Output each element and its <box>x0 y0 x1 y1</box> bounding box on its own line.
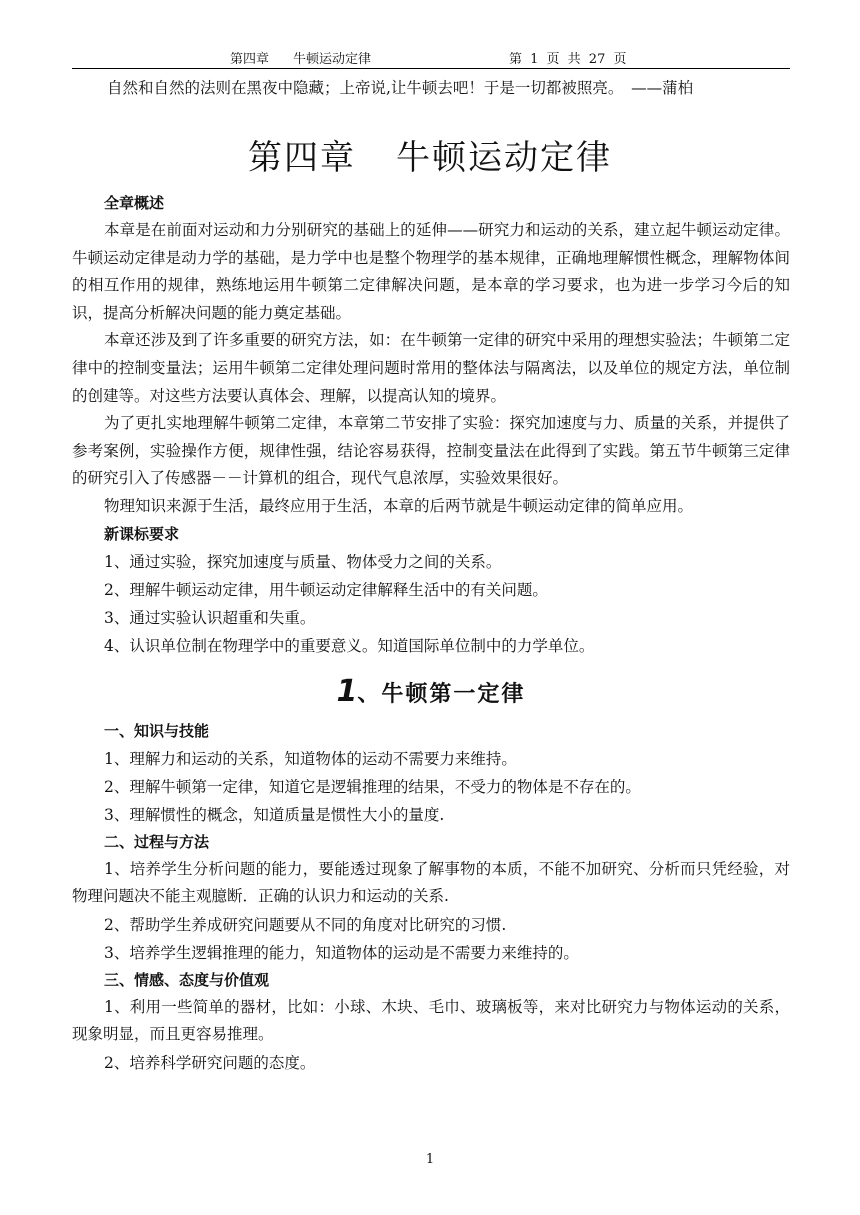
chapter-number: 第四章 <box>248 138 356 178</box>
values-item: 1、利用一些简单的器材，比如：小球、木块、毛巾、玻璃板等，来对比研究力与物体运动的关系，现象明显，而且更容易推理。 <box>72 997 790 1044</box>
standards-item: 4、认识单位制在物理学中的重要意义。知道国际单位制中的力学单位。 <box>104 636 595 655</box>
standards-item: 1、通过实验，探究加速度与质量、物体受力之间的关系。 <box>104 552 502 571</box>
standards-heading: 新课标要求 <box>104 524 180 543</box>
knowledge-item: 1、理解力和运动的关系，知道物体的运动不需要力来维持。 <box>104 749 517 768</box>
chapter-title <box>0 130 860 179</box>
section-title <box>72 666 790 718</box>
values-item: 2、培养科学研究问题的态度。 <box>104 1053 316 1072</box>
page-header <box>72 46 790 69</box>
header-page-info: 第 1 页 共 27 页 <box>509 52 627 67</box>
overview-heading: 全章概述 <box>104 194 165 212</box>
header-chapter: 第四章 <box>230 52 270 67</box>
values-heading: 三、情感、态度与价值观 <box>104 970 270 989</box>
main-content <box>72 190 790 1077</box>
page-number: 1 <box>425 1152 435 1167</box>
overview-paragraph: 为了更扎实地理解牛顿第二定律，本章第二节安排了实验：探究加速度与力、质量的关系，并提供了参考案例，实验操作方便，规律性强，结论容易获得，控制变量法在此得到了实践。第五节牛顿第三定律的研究引入了传感器－－计算机的组合，现代气息浓厚，实验效果很好。 <box>72 414 790 488</box>
knowledge-heading: 一、知识与技能 <box>104 721 210 740</box>
overview-paragraph: 物理知识来源于生活，最终应用于生活，本章的后两节就是牛顿运动定律的简单应用。 <box>104 496 694 515</box>
header-chapter-name: 牛顿运动定律 <box>293 52 372 67</box>
process-item: 1、培养学生分析问题的能力，要能透过现象了解事物的本质，不能不加研究、分析而只凭经验，对物理问题决不能主观臆断．正确的认识力和运动的关系. <box>72 859 790 906</box>
standards-item: 3、通过实验认识超重和失重。 <box>104 608 316 627</box>
standards-item: 2、理解牛顿运动定律，用牛顿运动定律解释生活中的有关问题。 <box>104 580 548 599</box>
overview-paragraph: 本章还涉及到了许多重要的研究方法，如：在牛顿第一定律的研究中采用的理想实验法；牛顿第二定律中的控制变量法；运用牛顿第二定律处理问题时常用的整体法与隔离法，以及单位的规定方法，单位制的创建等。对这些方法要认真体会、理解，以提高认知的境界。 <box>72 331 790 405</box>
process-heading: 二、过程与方法 <box>104 832 210 851</box>
process-item: 2、帮助学生养成研究问题要从不同的角度对比研究的习惯. <box>104 915 507 934</box>
epigraph: 自然和自然的法则在黑夜中隐藏；上帝说,让牛顿去吧！于是一切都被照亮。 ——蒲柏 <box>107 79 694 97</box>
overview-paragraph: 本章是在前面对运动和力分别研究的基础上的延伸——研究力和运动的关系，建立起牛顿运动定律。牛顿运动定律是动力学的基础，是力学中也是整个物理学的基本规律，正确地理解惯性概念，理解物体间的相互作用的规律，熟练地运用牛顿第二定律解决问题，是本章的学习要求，也为进一步学习今后的知识，提高分析解决问题的能力奠定基础。 <box>72 221 790 322</box>
section-name: 、牛顿第一定律 <box>357 681 526 707</box>
knowledge-item: 3、理解惯性的概念，知道质量是惯性大小的量度. <box>104 805 445 824</box>
chapter-name: 牛顿运动定律 <box>396 138 612 178</box>
section-number: 1 <box>336 673 358 709</box>
process-item: 3、培养学生逻辑推理的能力，知道物体的运动是不需要力来维持的。 <box>104 943 579 962</box>
knowledge-item: 2、理解牛顿第一定律，知道它是逻辑推理的结果，不受力的物体是不存在的。 <box>104 777 641 796</box>
